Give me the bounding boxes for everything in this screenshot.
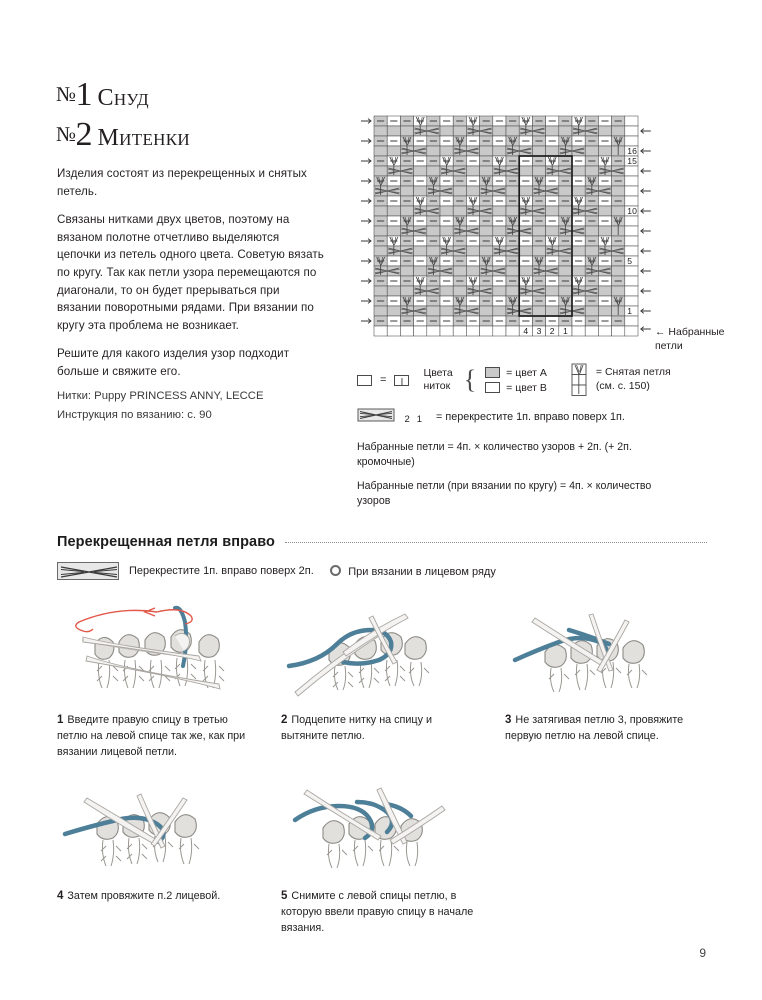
step-2-caption [281, 712, 481, 745]
svg-text:1: 1 [563, 325, 568, 336]
svg-text:1: 1 [627, 306, 633, 316]
cross-two-icon [58, 563, 119, 580]
formula-line-2: Набранные петли (при вязании по кругу) = 4п. × количество узоров [357, 480, 652, 508]
legend-main-row [357, 363, 687, 397]
cast-on-text: Набранные петли [655, 326, 725, 353]
intro-paragraph-1: Изделия состоят из перекрещенных и снятых петель. [57, 167, 307, 198]
step-5-text: Снимите с левой спицы петлю, в которую ввели правую спицу в начале вязания. [281, 890, 474, 934]
formula-line-1: Набранные петли = 4п. × количество узоров + 2п. (+ 2п. кромочные) [357, 441, 632, 469]
color-a-label: = цвет А [506, 366, 547, 379]
thread-color-options [485, 367, 547, 394]
title-number-2: 2 [75, 116, 93, 153]
knitting-illustration-2 [281, 604, 481, 702]
equals-sign: = [380, 374, 387, 386]
step-5-illustration [281, 780, 481, 878]
steps-row-2 [57, 780, 707, 937]
cross-right-icon [357, 408, 395, 422]
svg-text:5: 5 [627, 256, 633, 266]
credits-block [57, 388, 347, 426]
thread-colors-line2: ниток [423, 380, 451, 392]
knitting-illustration-3 [505, 604, 705, 702]
step-2-illustration [281, 604, 481, 702]
steps-row-1 [57, 604, 707, 761]
cross-symbol-wrap [357, 408, 429, 427]
step-3 [505, 604, 705, 761]
cross-num-left: 2 [404, 414, 417, 425]
intro-paragraph-2: Связаны нитками двух цветов, поэтому на вязаном полотне отчетливо выделяются цепочки из петель одного цвета. Советую вязать по кругу. Так как петли узора перемещаются по диагонали, то он будет прерываться при вязании поворотными рядами. При вязании по кругу эта проблема не возникает. [57, 213, 324, 332]
step-2-number: 2 [281, 714, 288, 726]
step-2 [281, 604, 481, 761]
step-1 [57, 604, 257, 761]
color-a-swatch-icon [485, 367, 500, 378]
technique-row [57, 562, 496, 580]
instruction-credit: Инструкция по вязанию: с. 90 [57, 408, 212, 421]
bullet-circle-icon [330, 565, 341, 576]
cast-on-label [655, 325, 725, 354]
step-4-number: 4 [57, 890, 64, 902]
cross-stitch-note: = перекрестите 1п. вправо поверх 1п. [436, 411, 625, 423]
step-4-text: Затем провяжите п.2 лицевой. [67, 890, 221, 902]
color-b-swatch-icon [485, 382, 500, 393]
color-a-row [485, 367, 547, 379]
step-row-container-1 [57, 604, 707, 761]
svg-text:4: 4 [523, 325, 529, 336]
chart-legend [357, 363, 687, 397]
step-4 [57, 780, 257, 937]
step-4-caption [57, 888, 257, 905]
color-b-row [485, 382, 547, 394]
knit-stitch-icon [394, 375, 409, 386]
page-title [56, 78, 190, 158]
condition-text: При вязании в лицевом ряду [348, 566, 496, 578]
section-header [57, 534, 707, 550]
yarn-credit: Нитки: Puppy PRINCESS ANNY, LECCE [57, 390, 264, 402]
pattern-chart [360, 110, 680, 355]
svg-text:2: 2 [549, 325, 555, 336]
condition-group [324, 562, 496, 580]
step-5-caption [281, 888, 481, 937]
header-dotted-rule [285, 542, 707, 543]
technique-description: Перекрестите 1п. вправо поверх 2п. [129, 565, 314, 577]
knitting-illustration-5 [281, 780, 481, 878]
step-row-container-2 [57, 780, 707, 937]
step-5 [281, 780, 481, 937]
slip-line-1: = Снятая петля [595, 366, 671, 379]
step-3-number: 3 [505, 714, 512, 726]
step-1-text: Введите правую спицу в третью петлю на левой спице так же, как при вязании лицевой петли. [57, 714, 246, 758]
formulas-block [357, 440, 687, 518]
step-1-caption [57, 712, 257, 761]
number-sign-2: № [56, 122, 76, 146]
thread-colors-line1: Цвета [423, 366, 453, 379]
svg-text:10: 10 [627, 206, 637, 216]
title-number-1: 1 [75, 76, 93, 113]
intro-paragraph-3: Решите для какого изделия узор подходит больше и свяжите его. [57, 347, 290, 379]
technique-symbol-icon [57, 562, 119, 580]
svg-text:16: 16 [627, 146, 637, 156]
title-word-2: Митенки [97, 125, 190, 151]
slip-stitch-text [596, 366, 671, 393]
intro-text [57, 165, 325, 392]
svg-text:15: 15 [627, 156, 637, 166]
title-line-1 [56, 78, 190, 112]
svg-text:3: 3 [536, 325, 542, 336]
step-1-number: 1 [57, 714, 64, 726]
section-title: Перекрещенная петля вправо [57, 534, 275, 550]
step-3-text: Не затягивая петлю 3, провяжите первую петлю на левой спице. [505, 714, 684, 743]
brace-icon: { [463, 364, 477, 394]
thread-colors-label [423, 367, 452, 394]
empty-box-icon [357, 375, 372, 386]
title-line-2 [56, 118, 190, 152]
slip-line-2: (см. с. 150) [595, 380, 650, 392]
step-3-illustration [505, 604, 705, 702]
cross-stitch-legend [357, 408, 625, 427]
cast-on-arrow: ← [655, 326, 669, 338]
step-3-caption [505, 712, 705, 745]
slip-stitch-legend [569, 363, 671, 397]
number-sign-1: № [56, 82, 76, 106]
knitting-illustration-1 [57, 604, 257, 702]
knitting-illustration-4 [57, 780, 257, 878]
color-b-label: = цвет В [506, 381, 547, 394]
step-1-illustration [57, 604, 257, 702]
cross-stitch-numbers [399, 414, 429, 425]
step-5-number: 5 [281, 890, 288, 902]
cross-num-right: 1 [416, 414, 430, 425]
slip-stitch-icon [569, 363, 589, 397]
step-4-illustration [57, 780, 257, 878]
title-word-1: Снуд [97, 85, 149, 111]
step-2-text: Подцепите нитку на спицу и вытяните петлю. [281, 714, 433, 743]
chart-grid-svg [360, 110, 680, 355]
page-number: 9 [699, 946, 706, 960]
